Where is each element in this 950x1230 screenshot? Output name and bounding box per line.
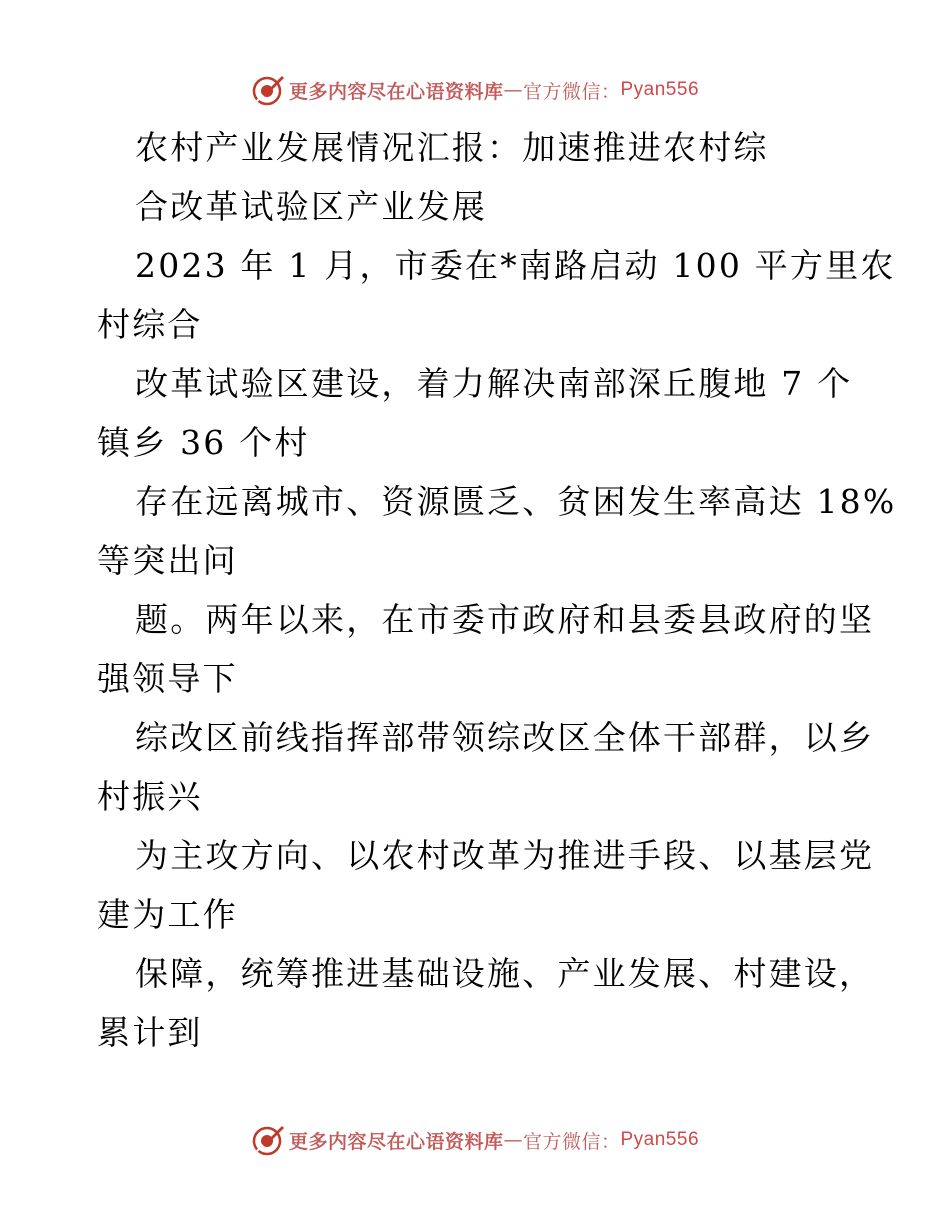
text-line: 等突出问 xyxy=(97,541,238,580)
document-body xyxy=(97,118,897,1062)
text-line: 农村产业发展情况汇报：加速推进农村综 xyxy=(135,128,769,167)
text-line: 题。两年以来，在市委市政府和县委县政府的坚 xyxy=(135,600,875,639)
text-line: 综改区前线指挥部带领综改区全体干部群，以乡 xyxy=(135,718,875,757)
text-line: 2023 年 1 月，市委在*南路启动 100 平方里农 xyxy=(135,246,896,285)
watermark-wechat-id: Pyan556 xyxy=(620,1129,700,1150)
text-line: 保障，统筹推进基础设施、产业发展、村建设， xyxy=(135,954,875,993)
pen-logo-icon xyxy=(251,73,285,107)
text-line: 村综合 xyxy=(97,305,203,344)
watermark-dash: — xyxy=(503,1129,523,1151)
watermark-wechat-label: 官方微信： xyxy=(522,1130,621,1153)
text-line: 为主攻方向、以农村改革为推进手段、以基层党 xyxy=(135,836,875,875)
watermark-text: 更多内容尽在心语资料库 xyxy=(288,80,504,103)
watermark-text: 更多内容尽在心语资料库 xyxy=(288,1130,504,1153)
text-line: 累计到 xyxy=(97,1013,203,1052)
header-watermark xyxy=(0,70,950,110)
text-line: 改革试验区建设，着力解决南部深丘腹地 7 个 xyxy=(135,364,853,403)
text-line: 镇乡 36 个村 xyxy=(97,423,310,462)
text-line: 存在远离城市、资源匮乏、贫困发生率高达 18% xyxy=(135,482,897,521)
pen-logo-icon xyxy=(251,1123,285,1157)
text-line: 强领导下 xyxy=(97,659,238,698)
footer-watermark xyxy=(0,1120,950,1160)
watermark-dash: — xyxy=(503,79,523,101)
watermark-wechat-id: Pyan556 xyxy=(620,79,700,100)
text-line: 村振兴 xyxy=(97,777,203,816)
text-line: 合改革试验区产业发展 xyxy=(135,187,487,226)
watermark-wechat-label: 官方微信： xyxy=(522,80,621,103)
text-line: 建为工作 xyxy=(97,895,238,934)
